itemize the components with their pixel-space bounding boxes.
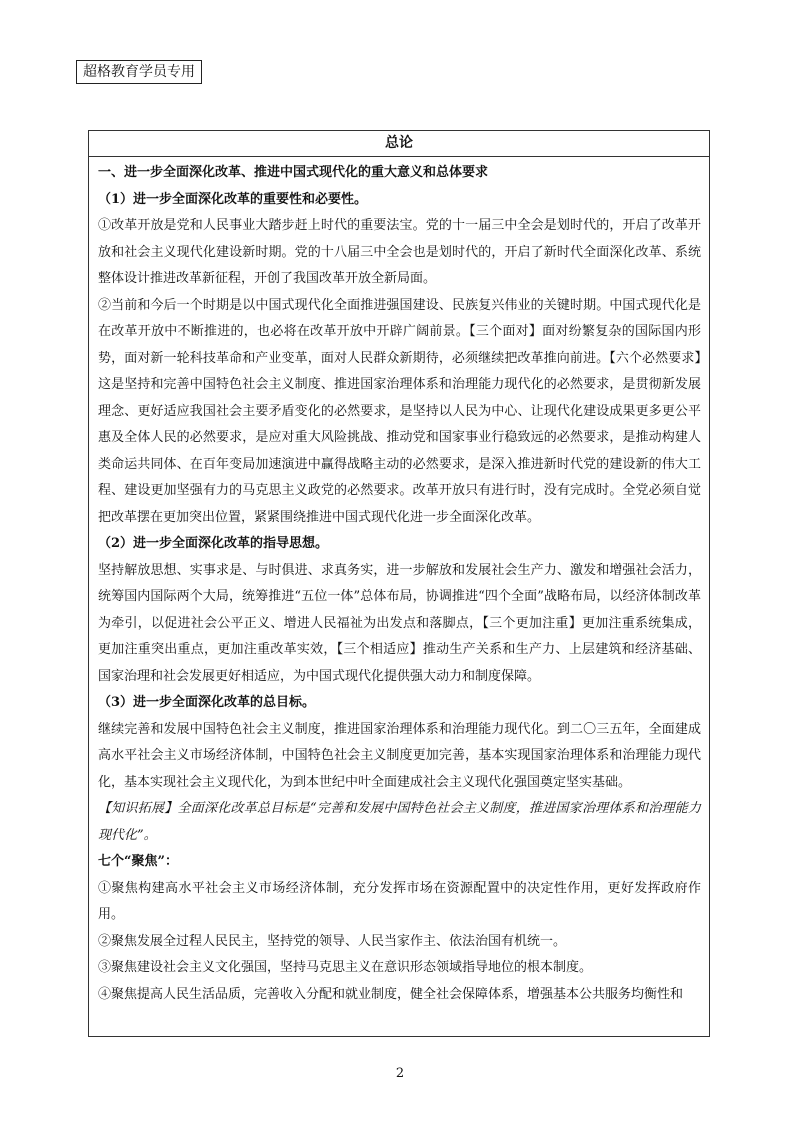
subsection-heading: （2）进一步全面深化改革的指导思想。 bbox=[98, 536, 329, 551]
list-item: ④聚焦提高人民生活品质，完善收入分配和就业制度，健全社会保障体系，增强基本公共服务均衡性和 bbox=[98, 986, 684, 1002]
paragraph: 坚持解放思想、实事求是、与时俱进、求真务实，进一步解放和发展社会生产力、激发和增强社会活力，统筹国内国际两个大局，统筹推进“五位一体”总体布局，协调推进“四个全面”战略布局，以经济体制改革为牵引，以促进社会公平正义、增进人民福祉为出发点和落脚点，【三个更加注重】更加注重系统集成，更加注重突出重点，更加注重改革实效，【三个相适应】推动生产关系和生产力、上层建筑和经济基础、国家治理和社会发展更好相适应，为中国式现代化提供强大动力和制度保障。 bbox=[98, 562, 701, 684]
watermark-label: 超格教育学员专用 bbox=[76, 60, 202, 84]
list-item: ②聚焦发展全过程人民民主，坚持党的领导、人民当家作主、依法治国有机统一。 bbox=[98, 933, 567, 949]
list-item: ③聚焦建设社会主义文化强国，坚持马克思主义在意识形态领域指导地位的根本制度。 bbox=[98, 960, 593, 975]
paragraph: 继续完善和发展中国特色社会主义制度，推进国家治理体系和治理能力现代化。到二〇三五年，全面建成高水平社会主义市场经济体制，中国特色社会主义制度更加完善，基本实现国家治理体系和治理能力现代化，基本实现社会主义现代化，为到本世纪中叶全面建成社会主义现代化强国奠定坚实基础。 bbox=[98, 721, 701, 790]
subsection-heading: 七个“聚焦”： bbox=[98, 854, 178, 869]
subsection-heading: （3）进一步全面深化改革的总目标。 bbox=[98, 695, 316, 710]
page-number: 2 bbox=[395, 1066, 405, 1081]
list-item: ①聚焦构建高水平社会主义市场经济体制，充分发挥市场在资源配置中的决定性作用，更好发挥政府作用。 bbox=[98, 880, 701, 922]
table-body bbox=[89, 157, 709, 1008]
table-title: 总论 bbox=[89, 131, 709, 157]
paragraph: ②当前和今后一个时期是以中国式现代化全面推进强国建设、民族复兴伟业的关键时期。中国式现代化是在改革开放中不断推进的，也必将在改革开放中开辟广阔前景。【三个面对】面对纷繁复杂的国际国内形势，面对新一轮科技革命和产业变革，面对人民群众新期待，必须继续把改革推向前进。【六个必然要求】这是坚持和完善中国特色社会主义制度、推进国家治理体系和治理能力现代化的必然要求，是贯彻新发展理念、更好适应我国社会主要矛盾变化的必然要求，是坚持以人民为中心、让现代化建设成果更多更公平惠及全体人民的必然要求，是应对重大风险挑战、推动党和国家事业行稳致远的必然要求，是推动构建人类命运共同体、在百年变局加速演进中赢得战略主动的必然要求，是深入推进新时代党的建设新的伟大工程、建设更加坚强有力的马克思主义政党的必然要求。改革开放只有进行时，没有完成时。全党必须自觉把改革摆在更加突出位置，紧紧围绕推进中国式现代化进一步全面深化改革。 bbox=[98, 297, 701, 525]
section-heading: 一、进一步全面深化改革、推进中国式现代化的重大意义和总体要求 bbox=[98, 165, 489, 180]
knowledge-extension: 【知识拓展】全面深化改革总目标是“完善和发展中国特色社会主义制度，推进国家治理体系和治理能力现代化”。 bbox=[98, 801, 701, 843]
content-table bbox=[88, 130, 710, 1037]
paragraph: ①改革开放是党和人民事业大踏步赶上时代的重要法宝。党的十一届三中全会是划时代的，开启了改革开放和社会主义现代化建设新时期。党的十八届三中全会也是划时代的，开启了新时代全面深化改革、系统整体设计推进改革新征程，开创了我国改革开放全新局面。 bbox=[98, 218, 701, 286]
subsection-heading: （1）进一步全面深化改革的重要性和必要性。 bbox=[98, 191, 368, 207]
